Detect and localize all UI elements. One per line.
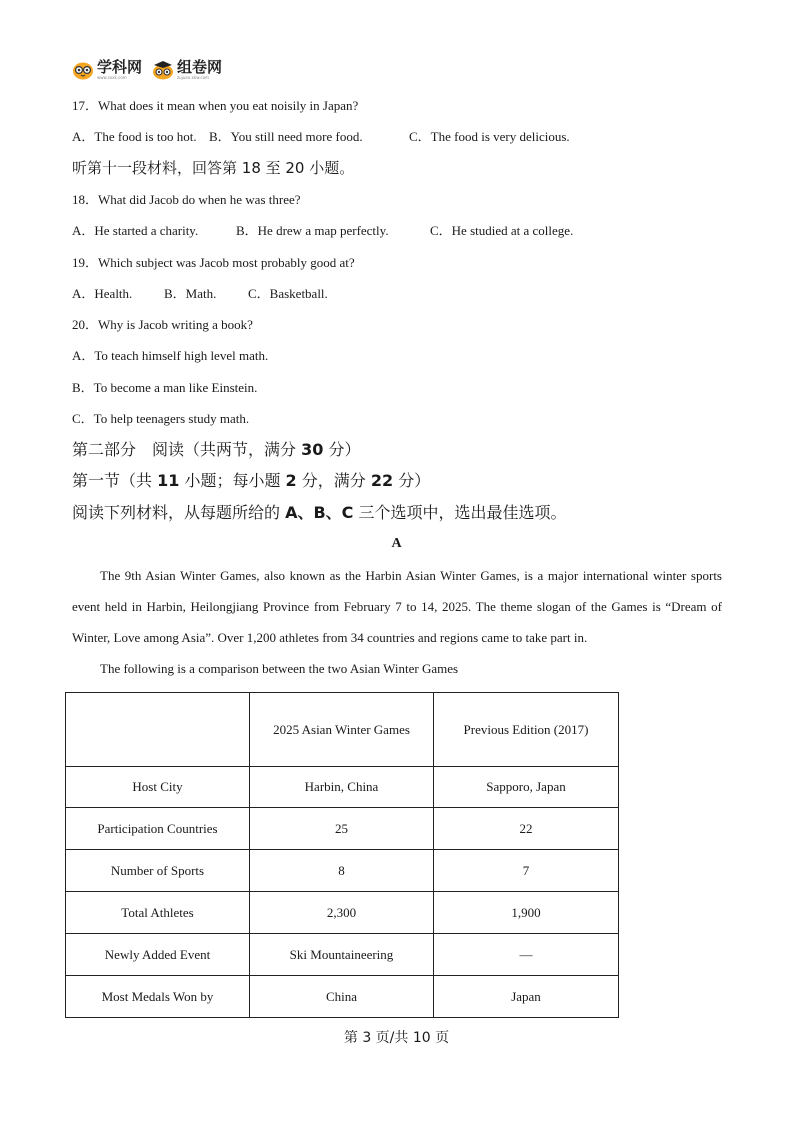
table-row [66, 767, 619, 808]
table-header-cell: 2025 Asian Winter Games [250, 693, 434, 767]
part2-title [72, 442, 360, 458]
table-cell: Most Medals Won by [66, 976, 250, 1018]
q18-option-a[interactable]: A．He started a charity. [72, 223, 199, 238]
comparison-table [65, 692, 619, 1018]
q19-option-b[interactable]: B．Math. [164, 286, 217, 301]
table-header-cell: Previous Edition (2017) [434, 693, 619, 767]
owl-cap-icon [152, 60, 174, 80]
zujuan-logo [152, 60, 222, 80]
reading-instruction [72, 505, 567, 521]
section1-title [72, 473, 430, 489]
q19-options [72, 286, 328, 302]
table-cell: Harbin, China [250, 767, 434, 808]
instr-text-b: 三个选项中，选出最佳选项。 [353, 503, 567, 522]
table-cell: 8 [250, 850, 434, 892]
page-footer: 第 3 页/共 10 页 [343, 1030, 450, 1046]
q20-option-b[interactable]: B．To become a man like Einstein. [72, 380, 258, 395]
q17-option-b[interactable]: B．You still need more food. [209, 129, 363, 144]
q17-options [72, 129, 570, 145]
q18-option-c[interactable]: C．He studied at a college. [430, 223, 574, 238]
table-cell: Host City [66, 767, 250, 808]
q17-stem: 17．What does it mean when you eat noisily in Japan? [72, 98, 359, 113]
sec1-points-each: 2 [285, 471, 297, 490]
sec1-text-a: 第一节（共 [72, 471, 158, 490]
table-cell: — [434, 934, 619, 976]
q19-option-a[interactable]: A．Health. [72, 286, 133, 301]
logo-zujuan-text: 组卷网 [177, 58, 223, 76]
q19-option-c[interactable]: C．Basketball. [248, 286, 328, 301]
table-cell: 2,300 [250, 892, 434, 934]
table-cell: 7 [434, 850, 619, 892]
passage-label: A [391, 536, 402, 551]
q18-stem: 18．What did Jacob do when he was three? [72, 192, 301, 207]
logo-zxxk-url: www.zxxk.com [97, 75, 127, 80]
table-row [66, 850, 619, 892]
table-cell: Number of Sports [66, 850, 250, 892]
part2-score: 30 [301, 440, 324, 459]
sec1-total: 22 [370, 471, 394, 490]
table-cell: Participation Countries [66, 808, 250, 850]
owl-icon [72, 60, 94, 80]
table-cell: Japan [434, 976, 619, 1018]
q17-option-a[interactable]: A．The food is too hot. [72, 129, 197, 144]
table-cell: Newly Added Event [66, 934, 250, 976]
table-cell: Sapporo, Japan [434, 767, 619, 808]
table-row [66, 976, 619, 1018]
passage-paragraph-2: The following is a comparison between the two Asian Winter Games [100, 661, 459, 676]
q19-stem: 19．Which subject was Jacob most probably good at? [72, 255, 355, 270]
table-header-row [66, 693, 619, 767]
table-cell: 25 [250, 808, 434, 850]
table-row [66, 808, 619, 850]
section11-instruction: 听第十一段材料，回答第 18 至 20 小题。 [72, 159, 355, 177]
sec1-text-c: 分，满分 [296, 471, 371, 490]
q17-option-c[interactable]: C．The food is very delicious. [409, 129, 570, 144]
q20-option-c[interactable]: C．To help teenagers study math. [72, 411, 250, 426]
part2-title-text: 第二部分 阅读（共两节，满分 [72, 440, 302, 459]
table-header-cell [66, 693, 250, 767]
table-cell: Ski Mountaineering [250, 934, 434, 976]
sec1-count: 11 [157, 471, 180, 490]
sec1-text-b: 小题；每小题 [179, 471, 286, 490]
part2-title-end: 分） [323, 440, 361, 459]
table-cell: Total Athletes [66, 892, 250, 934]
instr-options: A、B、C [285, 503, 354, 522]
logo-zujuan-url: zujuan.xkw.com [177, 75, 209, 80]
table-row [66, 892, 619, 934]
sec1-text-d: 分） [393, 471, 431, 490]
table-cell: China [250, 976, 434, 1018]
q18-options [72, 223, 573, 239]
q18-option-b[interactable]: B．He drew a map perfectly. [236, 223, 389, 238]
logo-zxxk-text: 学科网 [97, 58, 143, 76]
zxxk-logo [72, 60, 142, 80]
passage-paragraph-1: The 9th Asian Winter Games, also known as the Harbin Asian Winter Games, is a major international winter sports event held in Harbin, Heilongjiang Province from February 7 to 14, 2025. The theme slogan of the Games is “Dream of Winter, Love among Asia”. Over 1,200 athletes from 34 countries and regions came to take part in. [72, 568, 722, 645]
table-cell: 22 [434, 808, 619, 850]
table-row [66, 934, 619, 976]
header-logos [72, 60, 222, 80]
q20-stem: 20．Why is Jacob writing a book? [72, 317, 253, 332]
q20-option-a[interactable]: A．To teach himself high level math. [72, 348, 269, 363]
table-cell: 1,900 [434, 892, 619, 934]
instr-text-a: 阅读下列材料，从每题所给的 [72, 503, 286, 522]
